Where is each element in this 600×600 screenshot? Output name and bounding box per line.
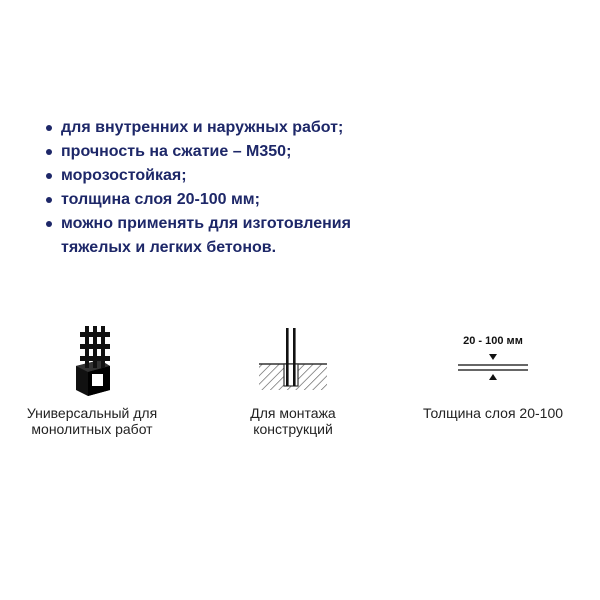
thickness-label: 20 - 100 мм [463, 335, 523, 347]
feature-card-thickness [393, 322, 593, 421]
feature-card-installation [193, 322, 393, 437]
layer-thickness-icon [438, 322, 548, 400]
feature-item: можно применять для изготовления тяжелых и легких бетонов. [43, 212, 351, 260]
feature-card-monolithic [0, 322, 192, 437]
feature-item: прочность на сжатие – М350; [43, 140, 351, 164]
post-installation-icon [253, 322, 333, 400]
feature-list [43, 116, 351, 260]
caption-installation: Для монтажа конструкций [250, 405, 336, 437]
caption-thickness: Толщина слоя 20-100 [422, 405, 564, 421]
feature-item: толщина слоя 20-100 мм; [43, 188, 351, 212]
feature-item: для внутренних и наружных работ; [43, 116, 351, 140]
feature-item: морозостойкая; [43, 164, 351, 188]
caption-monolithic: Универсальный для монолитных работ [26, 405, 158, 437]
rebar-foundation-icon [62, 322, 122, 400]
